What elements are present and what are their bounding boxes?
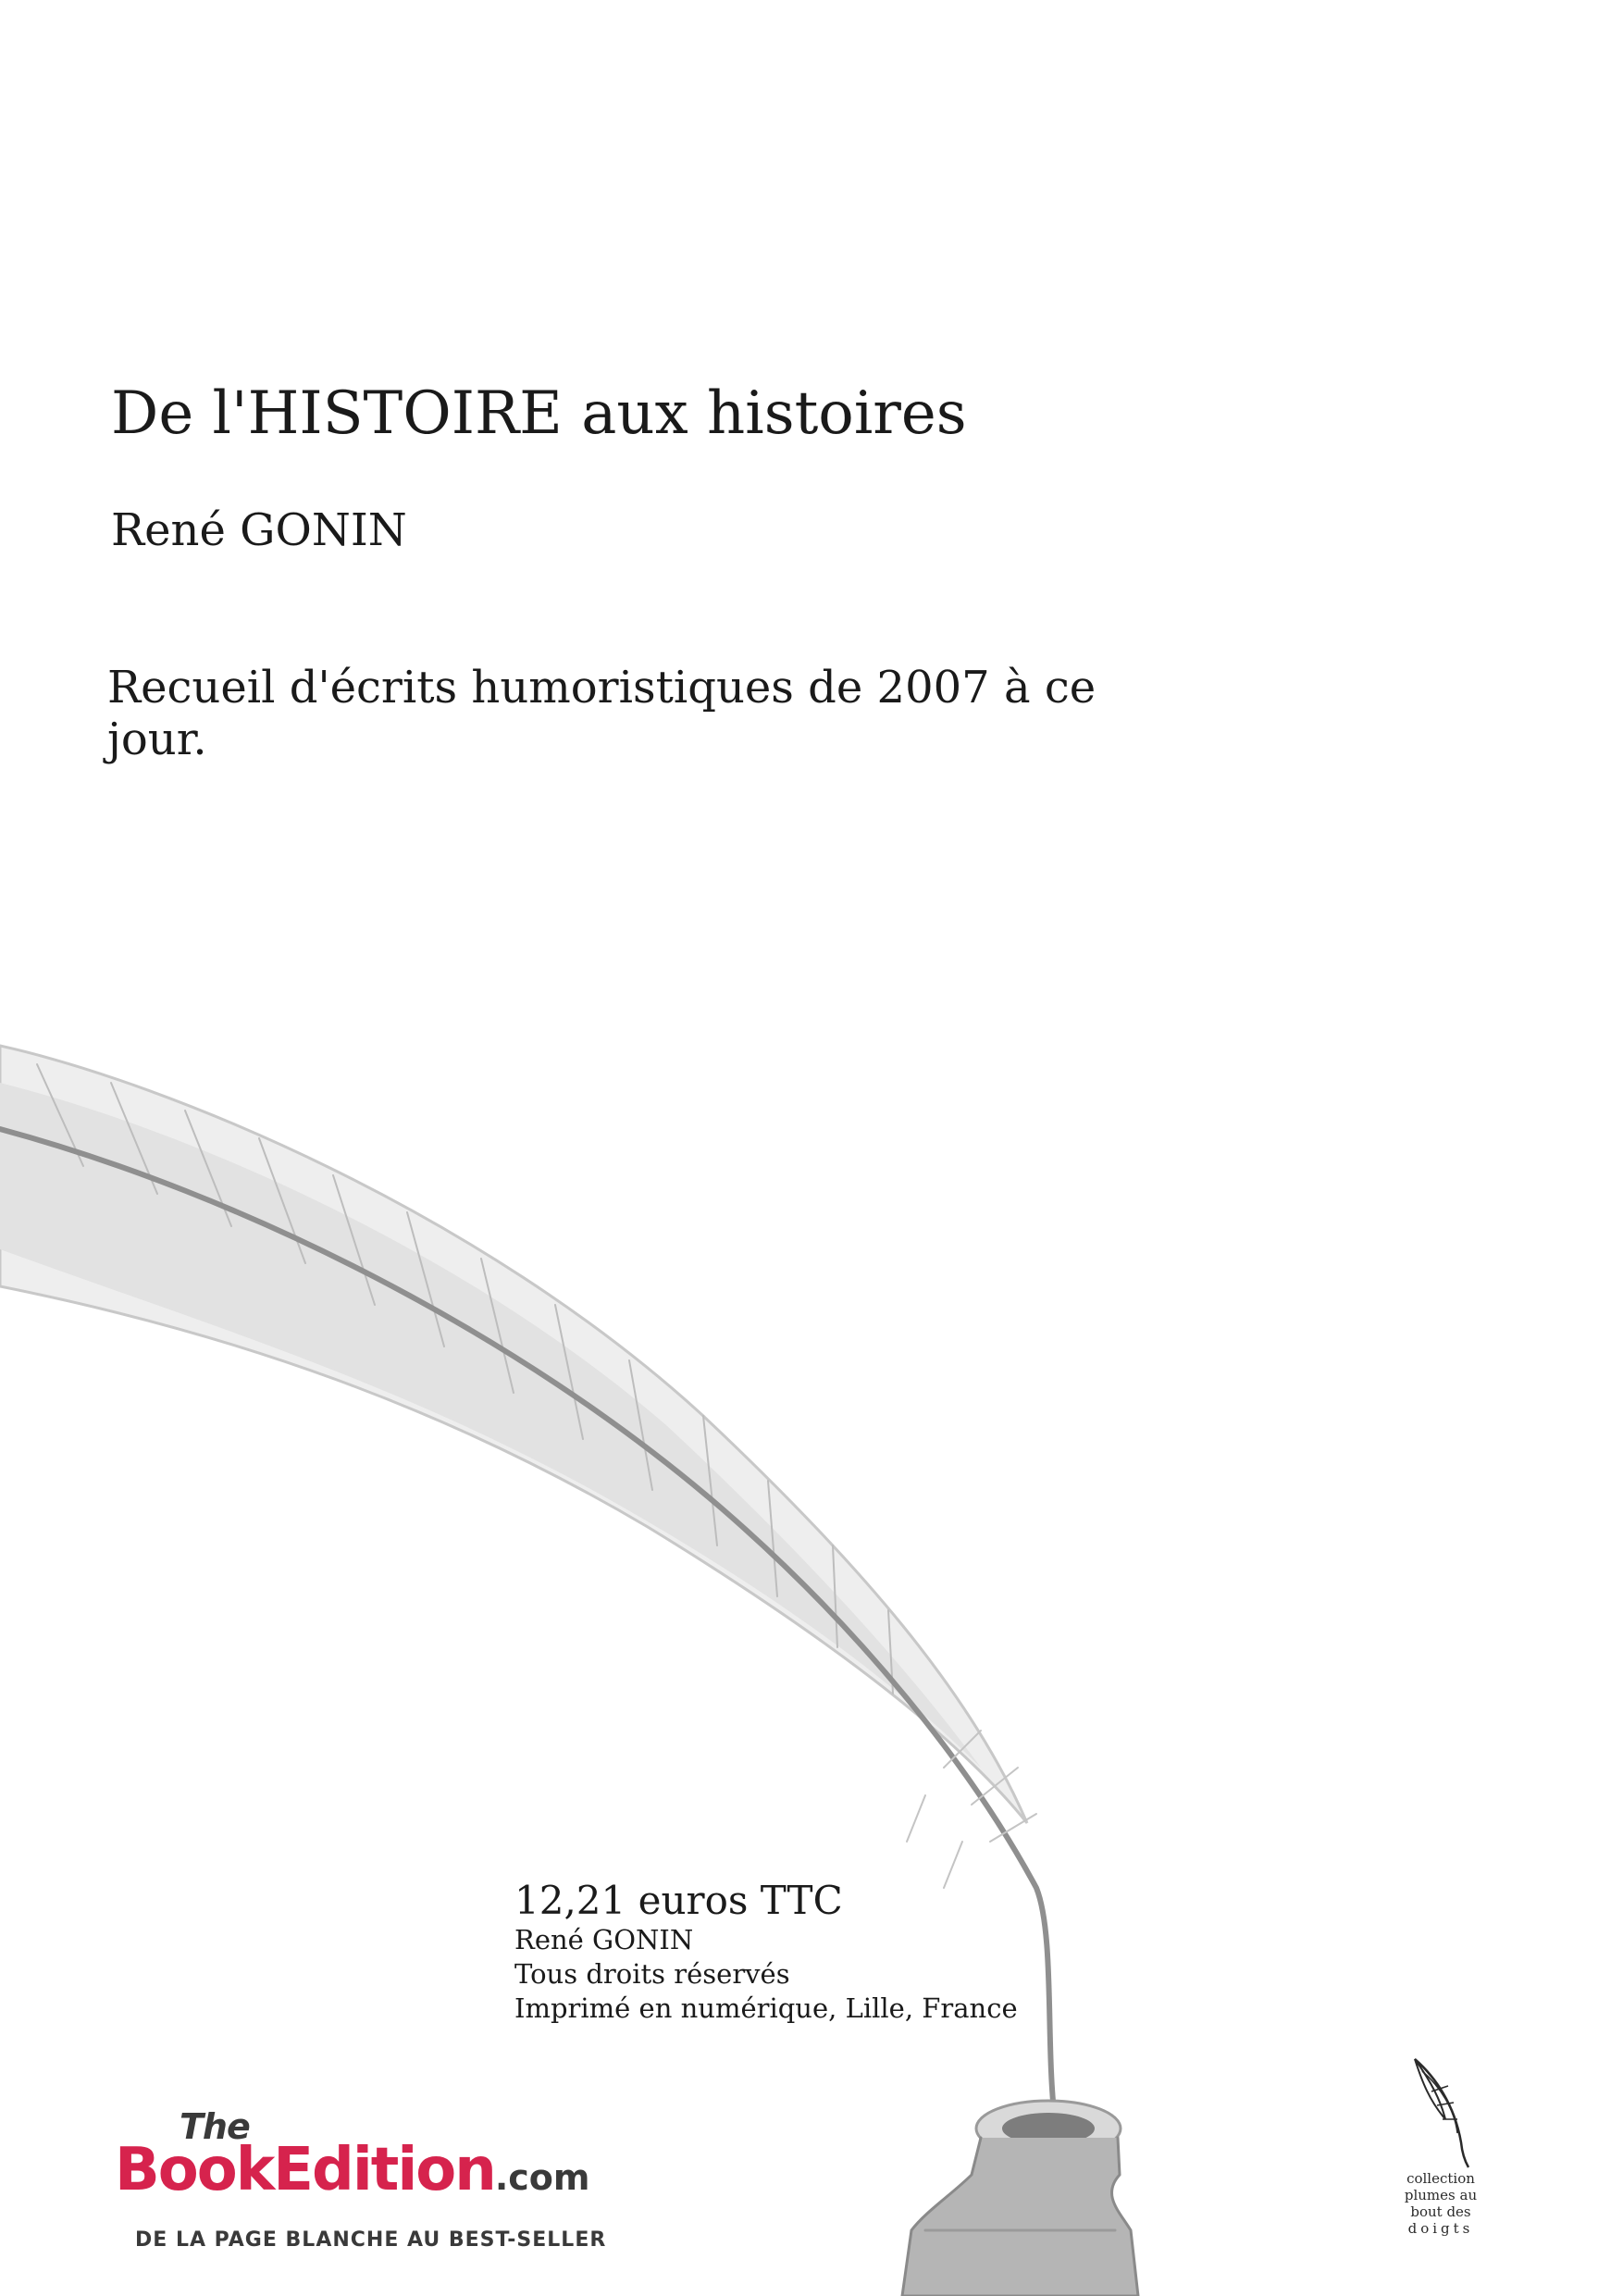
imprint-block — [514, 1879, 1018, 2026]
book-title: De l'HISTOIRE aux histoires — [111, 379, 967, 448]
logo-wordmark — [115, 2136, 589, 2204]
imprint-author: René GONIN — [514, 1924, 694, 1955]
publisher-tagline: DE LA PAGE BLANCHE AU BEST-SELLER — [135, 2228, 607, 2252]
logo-name: BookEdition — [115, 2136, 495, 2204]
logo-the: The — [180, 2106, 250, 2147]
collection-line: collection — [1406, 2170, 1475, 2187]
book-description: Recueil d'écrits humoristiques de 2007 à ce jour. — [107, 662, 1096, 765]
logo-domain: .com — [494, 2157, 590, 2198]
print-location: Imprimé en numérique, Lille, France — [514, 1992, 1018, 2024]
collection-mark — [1390, 2054, 1492, 2237]
book-author: René GONIN — [111, 504, 407, 556]
rights-notice: Tous droits réservés — [514, 1958, 790, 1990]
collection-line: plumes au — [1404, 2187, 1478, 2203]
price-label: 12,21 euros TTC — [514, 1878, 843, 1923]
collection-line: doigts — [1407, 2220, 1474, 2237]
feather-quill-icon — [1404, 2054, 1478, 2170]
publisher-logo — [115, 2106, 670, 2217]
collection-line: bout des — [1410, 2203, 1471, 2220]
